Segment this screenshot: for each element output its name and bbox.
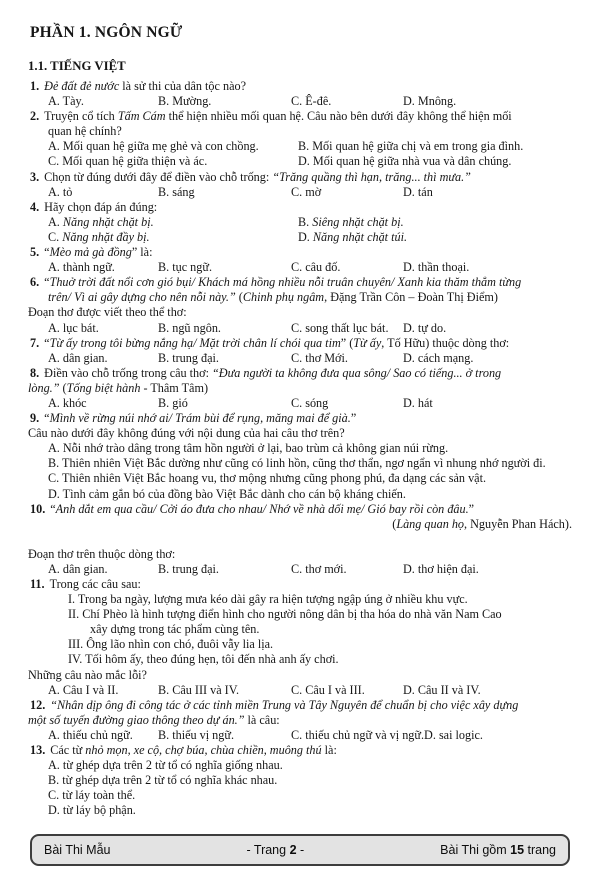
question-8 bbox=[28, 366, 572, 411]
text-segment: thể hiện nhiều mối quan hệ. Câu nào bên dưới đây không thể hiện mối bbox=[165, 109, 512, 124]
text-segment: “ bbox=[44, 335, 50, 350]
question-6 bbox=[28, 275, 572, 335]
text-segment: , Nguyễn Phan Hách). bbox=[464, 516, 572, 531]
question-number: 8. bbox=[30, 365, 40, 380]
text-segment: ” ( bbox=[340, 335, 354, 350]
text-segment: , Tố Hữu) thuộc dòng thơ: bbox=[381, 335, 510, 350]
text-segment: A. tỏ bbox=[48, 184, 73, 199]
text-segment: B. Thiên nhiên Việt Bắc dường như cũng có linh hồn, cũng thơ thẩn, ngơ ngẩn vì nhung nhớ người đi. bbox=[48, 456, 546, 471]
text-segment: B. bbox=[298, 214, 313, 229]
option-b bbox=[158, 321, 291, 336]
option-d bbox=[403, 260, 469, 275]
option-c bbox=[291, 185, 403, 200]
option-b bbox=[158, 728, 291, 743]
text-segment: D. sai logic. bbox=[424, 727, 483, 742]
text-segment: nhỏ mọn, xe cộ, chợ búa, chùa chiền, muông thú bbox=[85, 743, 322, 758]
text-segment: C. câu đố. bbox=[291, 260, 341, 275]
question-stem bbox=[28, 200, 572, 215]
text-segment: một số tuyến đường giao thông theo dự án.” bbox=[28, 712, 245, 727]
question-stem bbox=[28, 336, 572, 351]
statement-line bbox=[28, 652, 572, 667]
footer-total-suffix: trang bbox=[524, 843, 556, 857]
text-segment: ( bbox=[235, 290, 243, 305]
option-b bbox=[298, 215, 572, 230]
text-segment: xây dựng trong tác phẩm cùng tên. bbox=[90, 622, 260, 637]
text-segment: C. từ láy toàn thể. bbox=[48, 788, 136, 803]
question-text bbox=[28, 713, 572, 728]
option-d bbox=[403, 321, 446, 336]
question-stem bbox=[28, 170, 572, 185]
text-segment: Chọn từ đúng dưới đây để điền vào chỗ trống: bbox=[44, 169, 273, 184]
option-b bbox=[298, 139, 572, 154]
question-stem bbox=[28, 411, 572, 426]
option-c bbox=[28, 471, 572, 486]
question-number: 5. bbox=[30, 245, 40, 260]
text-segment: Đoạn thơ được viết theo thể thơ: bbox=[28, 305, 187, 320]
spacer bbox=[28, 532, 572, 547]
statement-line bbox=[28, 607, 572, 622]
text-segment: “Trăng quầng thì hạn, trăng... thì mưa.” bbox=[272, 169, 471, 184]
text-segment: D. Tình cảm gắn bó của đồng bào Việt Bắc dành cho cán bộ kháng chiến. bbox=[48, 486, 406, 501]
text-segment: , Đặng Trần Côn – Đoàn Thị Điểm) bbox=[324, 290, 498, 305]
text-segment: I. Trong ba ngày, lượng mưa kéo dài gây ra hiện tượng ngập úng ở nhiều khu vực. bbox=[68, 592, 468, 607]
option-d bbox=[403, 683, 481, 698]
text-segment: Thuở trời đất nổi cơn gió bụi/ Khách má hồng nhiều nỗi truân chuyên/ Xanh kia thăm thẳm từng bbox=[49, 275, 522, 290]
option-a bbox=[48, 396, 158, 411]
question-12 bbox=[28, 698, 572, 743]
option-b bbox=[28, 773, 572, 788]
options-row bbox=[28, 260, 572, 275]
text-segment: Mình về rừng núi nhớ ai/ Trám bùi để rụng, măng mai để già. bbox=[49, 411, 351, 426]
question-text bbox=[28, 381, 572, 396]
text-segment: D. Mnông. bbox=[403, 94, 457, 109]
text-segment: D. cách mạng. bbox=[403, 350, 474, 365]
option-a bbox=[48, 728, 158, 743]
text-segment: Chinh phụ ngâm bbox=[242, 290, 325, 305]
text-segment: Các từ bbox=[50, 743, 86, 758]
text-segment: ” là: bbox=[131, 245, 153, 260]
text-segment: “ bbox=[44, 275, 50, 290]
footer-page-indicator bbox=[246, 843, 304, 857]
options-grid bbox=[28, 139, 572, 169]
part-title: PHẦN 1. NGÔN NGỮ bbox=[30, 24, 183, 41]
options-row bbox=[28, 321, 572, 336]
text-segment: Điền vào chỗ trống trong câu thơ: bbox=[44, 365, 213, 380]
options-list bbox=[28, 758, 572, 818]
question-11 bbox=[28, 577, 572, 698]
text-segment: C. thơ Mới. bbox=[291, 350, 348, 365]
text-segment: A. lục bát. bbox=[48, 320, 99, 335]
text-segment: “ bbox=[44, 411, 50, 426]
footer-total-number: 15 bbox=[510, 843, 525, 857]
text-segment: III. Ông lão nhìn con chó, đuôi vẫy lia lịa. bbox=[68, 637, 274, 652]
option-b bbox=[158, 562, 291, 577]
option-a bbox=[28, 441, 572, 456]
question-9 bbox=[28, 411, 572, 502]
option-c bbox=[291, 728, 424, 743]
option-d bbox=[424, 728, 483, 743]
question-stem bbox=[28, 743, 572, 758]
statement-line bbox=[28, 592, 572, 607]
option-d bbox=[28, 487, 572, 502]
text-segment: D. Mối quan hệ giữa nhà vua và dân chúng. bbox=[298, 154, 512, 169]
text-segment: Truyện cổ tích bbox=[44, 109, 118, 124]
text-segment: B. Mường. bbox=[158, 94, 212, 109]
footer-page-number: 2 bbox=[289, 843, 297, 857]
text-segment: ( bbox=[392, 516, 397, 531]
option-b bbox=[158, 94, 291, 109]
footer-total-prefix: Bài Thi gồm bbox=[440, 843, 511, 857]
option-d bbox=[403, 562, 479, 577]
footer-page-prefix: - Trang bbox=[246, 843, 290, 857]
options-list bbox=[28, 441, 572, 501]
text-segment: Trong các câu sau: bbox=[49, 577, 141, 591]
option-b bbox=[158, 185, 291, 200]
text-segment: D. bbox=[298, 229, 313, 244]
text-segment: C. Câu I và III. bbox=[291, 682, 365, 697]
options-row bbox=[28, 185, 572, 200]
text-segment: là: bbox=[321, 743, 337, 758]
text-segment: Năng nhặt chặt túi. bbox=[312, 229, 408, 244]
question-stem bbox=[28, 109, 572, 124]
text-segment: B. Mối quan hệ giữa chị và em trong gia đình. bbox=[298, 139, 524, 154]
text-segment: Năng nhặt đầy bị. bbox=[62, 229, 150, 244]
text-segment: Làng quan họ bbox=[396, 516, 465, 531]
question-stem bbox=[28, 275, 572, 290]
text-segment: C. Ê-đê. bbox=[291, 94, 332, 109]
text-segment: A. thiếu chủ ngữ. bbox=[48, 727, 133, 742]
option-d bbox=[403, 94, 456, 109]
text-segment: IV. Tối hôm ấy, theo đúng hẹn, tôi đến nhà anh ấy chơi. bbox=[68, 652, 339, 667]
text-segment: ” bbox=[468, 501, 475, 516]
text-segment: C. thơ mới. bbox=[291, 561, 347, 576]
text-segment: Siêng nhặt chặt bị. bbox=[312, 214, 404, 229]
text-segment: Từ ấy bbox=[353, 335, 382, 350]
text-segment: A. thành ngữ. bbox=[48, 260, 115, 275]
question-number: 10. bbox=[30, 501, 46, 516]
question-stem bbox=[28, 698, 572, 713]
attribution bbox=[28, 517, 572, 532]
text-segment: D. thơ hiện đại. bbox=[403, 561, 479, 576]
text-segment: Mèo mả gà đồng bbox=[49, 245, 132, 260]
text-segment: A. Mối quan hệ giữa mẹ ghẻ và con chồng. bbox=[48, 139, 259, 154]
text-segment: D. tự do. bbox=[403, 320, 447, 335]
text-segment: C. thiếu chủ ngữ và vị ngữ. bbox=[291, 727, 425, 742]
option-a bbox=[48, 185, 158, 200]
text-segment: Đoạn thơ trên thuộc dòng thơ: bbox=[28, 546, 176, 561]
option-c bbox=[291, 321, 403, 336]
text-segment: C. Thiên nhiên Việt Bắc hoang vu, thơ mộng nhưng cũng phong phú, đa dạng các sản vật. bbox=[48, 471, 487, 486]
question-number: 1. bbox=[30, 79, 40, 93]
text-segment: C. mờ bbox=[291, 184, 322, 199]
text-segment: A. dân gian. bbox=[48, 350, 108, 365]
text-segment: B. gió bbox=[158, 395, 188, 410]
questions bbox=[28, 79, 572, 819]
text-segment: - Thâm Tâm) bbox=[140, 380, 209, 395]
text-segment: C. song thất lục bát. bbox=[291, 320, 389, 335]
text-segment: A. Nỗi nhớ trào dâng trong tâm hồn người ở lại, bao trùm cả không gian núi rừng. bbox=[48, 441, 449, 456]
text-segment: Anh dắt em qua cầu/ Cởi áo đưa cho nhau/ Nhớ về nhà dối mẹ/ Gió bay rồi còn đâu. bbox=[55, 501, 469, 516]
text-segment: lòng.” bbox=[28, 380, 60, 395]
option-a bbox=[48, 351, 158, 366]
page-footer bbox=[30, 834, 570, 866]
option-d bbox=[403, 396, 433, 411]
question-text bbox=[28, 124, 572, 139]
text-segment: ” bbox=[350, 411, 357, 426]
question-number: 13. bbox=[30, 743, 46, 758]
question-stem bbox=[28, 245, 572, 260]
option-a bbox=[48, 260, 158, 275]
text-segment: “Đưa người ta không đưa qua sông/ Sao có tiếng... ở trong bbox=[212, 365, 502, 380]
text-segment: Câu nào dưới đây không đúng với nội dung của hai câu thơ trên? bbox=[28, 426, 345, 441]
option-c bbox=[291, 683, 403, 698]
text-segment: A. khóc bbox=[48, 395, 87, 410]
text-segment: B. tục ngữ. bbox=[158, 260, 212, 275]
option-b bbox=[158, 351, 291, 366]
text-segment: A. dân gian. bbox=[48, 561, 108, 576]
text-segment: “Nhân dịp ông đi công tác ở các tỉnh miền Trung và Tây Nguyên để chuẩn bị cho việc xây dựng bbox=[50, 697, 519, 712]
option-a bbox=[28, 758, 572, 773]
option-c bbox=[291, 351, 403, 366]
question-number: 2. bbox=[30, 109, 40, 124]
text-segment: là câu: bbox=[244, 712, 280, 727]
text-segment: ( bbox=[59, 380, 67, 395]
option-d bbox=[298, 154, 572, 169]
question-text bbox=[28, 305, 572, 320]
text-segment: trên/ Vì ai gây dựng cho nên nỗi này.” bbox=[48, 290, 236, 305]
option-d bbox=[403, 185, 433, 200]
text-segment: “ bbox=[44, 245, 50, 260]
question-number: 9. bbox=[30, 411, 40, 426]
option-a bbox=[48, 139, 298, 154]
text-segment: Tấm Cám bbox=[117, 109, 166, 124]
question-number: 7. bbox=[30, 335, 40, 350]
question-stem bbox=[28, 577, 572, 592]
text-segment: Những câu nào mắc lỗi? bbox=[28, 667, 147, 682]
question-text bbox=[28, 290, 572, 305]
text-segment: B. sáng bbox=[158, 184, 195, 199]
text-segment: Năng nhặt chặt bị. bbox=[62, 214, 154, 229]
text-segment: A. từ ghép dựa trên 2 từ tổ có nghĩa giống nhau. bbox=[48, 758, 283, 773]
text-segment: A. bbox=[48, 214, 63, 229]
question-stem bbox=[28, 79, 572, 94]
text-segment: C. bbox=[48, 229, 63, 244]
text-segment: A. Tày. bbox=[48, 94, 84, 109]
text-segment: B. thiếu vị ngữ. bbox=[158, 727, 235, 742]
text-segment: B. trung đại. bbox=[158, 350, 219, 365]
question-text bbox=[28, 426, 572, 441]
text-segment: Tống biệt hành bbox=[66, 380, 141, 395]
option-c bbox=[48, 154, 298, 169]
question-2 bbox=[28, 109, 572, 169]
text-segment: A. Câu I và II. bbox=[48, 682, 119, 697]
options-row bbox=[28, 94, 572, 109]
text-segment: B. ngũ ngôn. bbox=[158, 320, 221, 335]
option-a bbox=[48, 94, 158, 109]
options-row bbox=[28, 683, 572, 698]
question-4 bbox=[28, 200, 572, 245]
option-d bbox=[403, 351, 473, 366]
statement-line bbox=[28, 637, 572, 652]
text-segment: B. Câu III và IV. bbox=[158, 682, 240, 697]
option-c bbox=[291, 94, 403, 109]
option-b bbox=[158, 260, 291, 275]
option-a bbox=[48, 215, 298, 230]
option-b bbox=[28, 456, 572, 471]
question-3 bbox=[28, 170, 572, 200]
footer-exam-name: Bài Thi Mẫu bbox=[44, 843, 111, 857]
question-number: 4. bbox=[30, 199, 40, 214]
question-10 bbox=[28, 502, 572, 577]
options-grid bbox=[28, 215, 572, 245]
option-c bbox=[48, 230, 298, 245]
question-5 bbox=[28, 245, 572, 275]
text-segment: quan hệ chính? bbox=[48, 124, 122, 139]
option-b bbox=[158, 683, 291, 698]
question-1 bbox=[28, 79, 572, 109]
question-number: 11. bbox=[30, 577, 45, 591]
options-row bbox=[28, 396, 572, 411]
option-a bbox=[48, 683, 158, 698]
footer-page-suffix: - bbox=[296, 843, 305, 857]
options-row bbox=[28, 351, 572, 366]
option-d bbox=[298, 230, 572, 245]
option-c bbox=[291, 396, 403, 411]
question-7 bbox=[28, 336, 572, 366]
text-segment: D. Câu II và IV. bbox=[403, 682, 481, 697]
option-c bbox=[291, 260, 403, 275]
text-segment: D. hát bbox=[403, 395, 433, 410]
question-number: 12. bbox=[30, 697, 46, 712]
text-segment: Từ ấy trong tôi bừng nắng hạ/ Mặt trời chân lí chói qua tim bbox=[49, 335, 341, 350]
footer-total-pages bbox=[440, 843, 556, 857]
option-a bbox=[48, 562, 158, 577]
text-segment: “ bbox=[50, 501, 56, 516]
text-segment: C. sóng bbox=[291, 395, 329, 410]
text-segment: B. trung đại. bbox=[158, 561, 219, 576]
text-segment: D. tán bbox=[403, 184, 433, 199]
text-segment: D. từ láy bộ phận. bbox=[48, 803, 136, 818]
text-segment: Hãy chọn đáp án đúng: bbox=[44, 199, 158, 214]
options-row bbox=[28, 728, 572, 743]
text-segment: C. Mối quan hệ giữa thiện và ác. bbox=[48, 154, 208, 169]
option-a bbox=[48, 321, 158, 336]
text-segment: II. Chí Phèo là hình tượng điển hình cho người nông dân bị tha hóa do nhà văn Nam Cao bbox=[68, 607, 502, 622]
option-c bbox=[291, 562, 403, 577]
section-title: 1.1. TIẾNG VIỆT bbox=[28, 59, 126, 73]
option-d bbox=[28, 803, 572, 818]
text-segment: D. thần thoại. bbox=[403, 260, 470, 275]
options-row bbox=[28, 562, 572, 577]
question-stem bbox=[28, 502, 572, 517]
question-text bbox=[28, 547, 572, 562]
option-c bbox=[28, 788, 572, 803]
text-segment: Đẻ đất đẻ nước bbox=[44, 79, 120, 93]
question-number: 3. bbox=[30, 169, 40, 184]
text-segment: là sử thi của dân tộc nào? bbox=[119, 79, 246, 93]
question-13 bbox=[28, 743, 572, 818]
statement-line bbox=[28, 622, 572, 637]
question-text bbox=[28, 668, 572, 683]
option-b bbox=[158, 396, 291, 411]
question-number: 6. bbox=[30, 275, 40, 290]
text-segment: B. từ ghép dựa trên 2 từ tổ có nghĩa khác nhau. bbox=[48, 773, 278, 788]
question-stem bbox=[28, 366, 572, 381]
